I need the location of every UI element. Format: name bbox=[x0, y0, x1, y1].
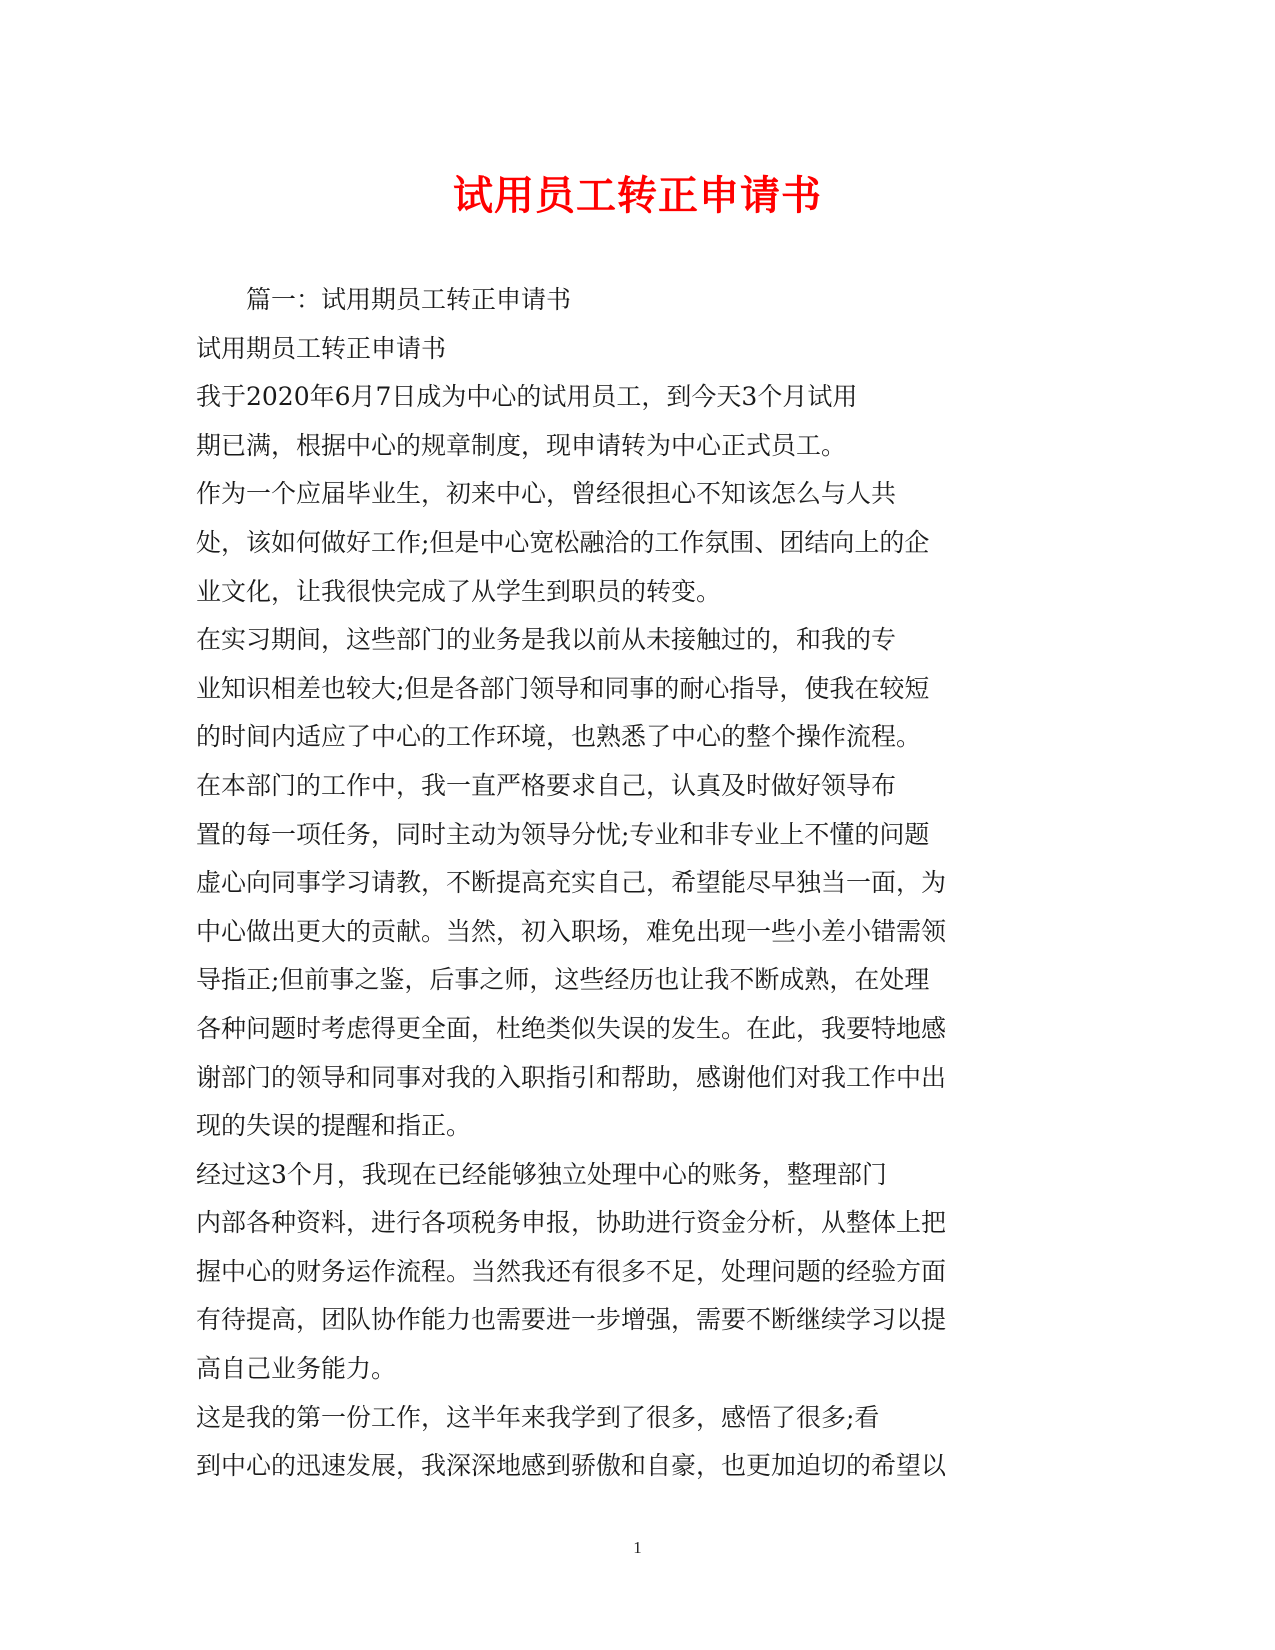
body-line: 在实习期间，这些部门的业务是我以前从未接触过的，和我的专 bbox=[196, 625, 897, 655]
body-line: 各种问题时考虑得更全面，杜绝类似失误的发生。在此，我要特地感 bbox=[196, 1013, 947, 1043]
document-body bbox=[196, 276, 956, 1491]
section-heading: 篇一：试用期员工转正申请书 bbox=[246, 285, 572, 314]
body-line: 业文化，让我很快完成了从学生到职员的转变。 bbox=[196, 576, 722, 606]
body-line: 作为一个应届毕业生，初来中心，曾经很担心不知该怎么与人共 bbox=[196, 479, 897, 509]
body-line: 到中心的迅速发展，我深深地感到骄傲和自豪，也更加迫切的希望以 bbox=[196, 1451, 947, 1481]
body-line: 现的失误的提醒和指正。 bbox=[196, 1111, 472, 1141]
body-line: 的时间内适应了中心的工作环境，也熟悉了中心的整个操作流程。 bbox=[196, 722, 922, 752]
body-line: 置的每一项任务，同时主动为领导分忧;专业和非专业上不懂的问题 bbox=[196, 819, 930, 849]
body-line: 导指正;但前事之鉴，后事之师，这些经历也让我不断成熟，在处理 bbox=[196, 965, 930, 995]
body-line: 中心做出更大的贡献。当然，初入职场，难免出现一些小差小错需领 bbox=[196, 916, 947, 946]
body-line: 有待提高，团队协作能力也需要进一步增强，需要不断继续学习以提 bbox=[196, 1305, 947, 1335]
body-line: 谢部门的领导和同事对我的入职指引和帮助，感谢他们对我工作中出 bbox=[196, 1062, 947, 1092]
body-line: 内部各种资料，进行各项税务申报，协助进行资金分析，从整体上把 bbox=[196, 1208, 947, 1238]
body-line: 业知识相差也较大;但是各部门领导和同事的耐心指导，使我在较短 bbox=[196, 673, 930, 703]
body-line: 我于2020年6月7日成为中心的试用员工，到今天3个月试用 bbox=[196, 382, 858, 412]
document-title: 试用员工转正申请书 bbox=[453, 172, 822, 219]
body-line: 经过这3个月，我现在已经能够独立处理中心的账务，整理部门 bbox=[196, 1159, 887, 1189]
body-line: 握中心的财务运作流程。当然我还有很多不足，处理问题的经验方面 bbox=[196, 1256, 947, 1286]
page-number: 1 bbox=[633, 1538, 642, 1557]
body-line: 处，该如何做好工作;但是中心宽松融洽的工作氛围、团结向上的企 bbox=[196, 527, 930, 557]
body-line: 试用期员工转正申请书 bbox=[196, 333, 447, 363]
body-line: 虚心向同事学习请教，不断提高充实自己，希望能尽早独当一面，为 bbox=[196, 868, 947, 898]
body-line: 期已满，根据中心的规章制度，现申请转为中心正式员工。 bbox=[196, 430, 847, 460]
body-line: 在本部门的工作中，我一直严格要求自己，认真及时做好领导布 bbox=[196, 770, 897, 800]
body-line: 这是我的第一份工作，这半年来我学到了很多，感悟了很多;看 bbox=[196, 1402, 880, 1432]
body-line: 高自己业务能力。 bbox=[196, 1354, 397, 1384]
